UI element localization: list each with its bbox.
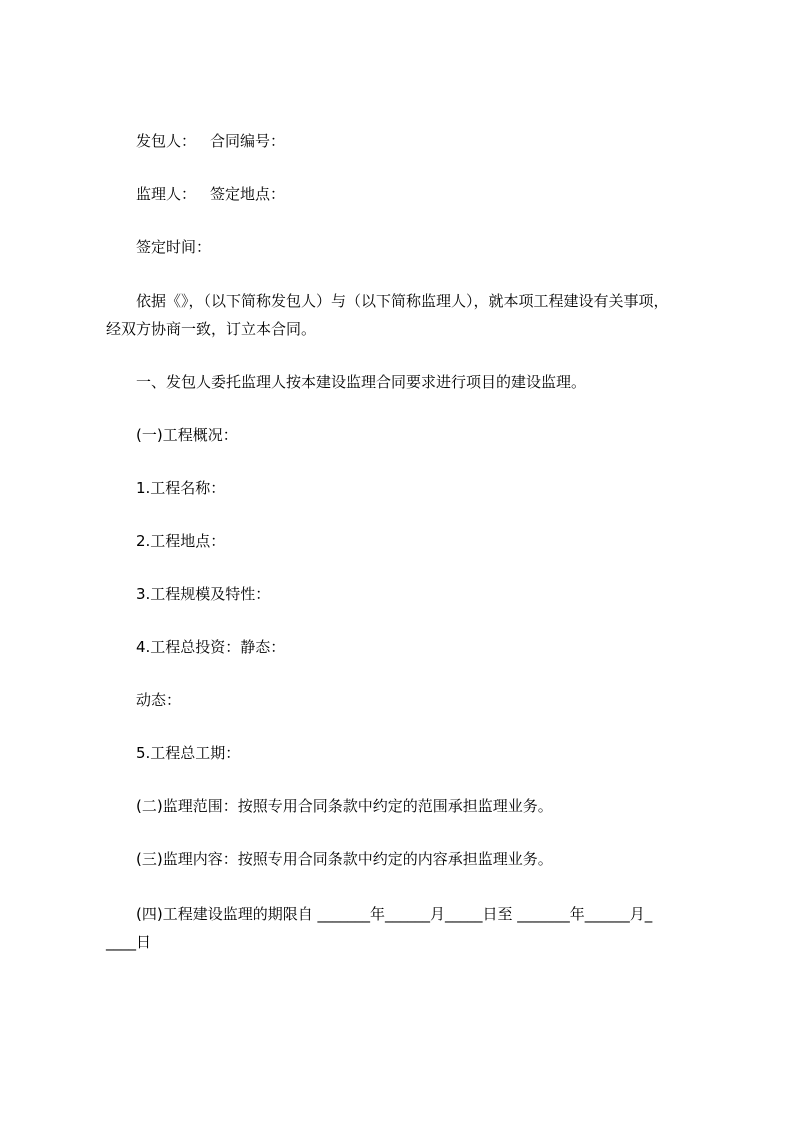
project-duration-item: 5.工程总工期： — [136, 744, 241, 762]
supervision-scope: (二)监理范围：按照专用合同条款中约定的范围承担监理业务。 — [136, 797, 553, 815]
project-investment-item: 4.工程总投资：静态： — [136, 638, 286, 656]
project-name-item: 1.工程名称： — [136, 479, 226, 497]
sign-time-label: 签定时间： — [136, 238, 212, 256]
supervision-content: (三)监理内容：按照专用合同条款中约定的内容承担监理业务。 — [136, 850, 553, 868]
project-location-item: 2.工程地点： — [136, 532, 226, 550]
header-supervisor-row — [136, 183, 285, 205]
preamble-line-2: 经双方协商一致，订立本合同。 — [106, 320, 317, 338]
preamble-line-1: 依据《》，（以下简称发包人）与（以下简称监理人），就本项工程建设有关事项， — [136, 292, 669, 310]
sign-place-label: 签定地点： — [210, 185, 286, 203]
supervision-period-line-1: (四)工程建设监理的期限自 _______年______月_____日至 _______年______月_ — [136, 905, 653, 923]
investment-dynamic-item: 动态： — [136, 691, 182, 709]
clause-1-title: 一、发包人委托监理人按本建设监理合同要求进行项目的建设监理。 — [136, 373, 587, 391]
project-overview-title: (一)工程概况： — [136, 426, 238, 444]
employer-label: 发包人： — [136, 132, 197, 150]
supervisor-label: 监理人： — [136, 185, 197, 203]
supervision-period-line-2: ____日 — [106, 933, 152, 951]
project-scale-item: 3.工程规模及特性： — [136, 585, 271, 603]
contract-number-label: 合同编号： — [210, 132, 286, 150]
header-employer-row — [136, 130, 285, 152]
